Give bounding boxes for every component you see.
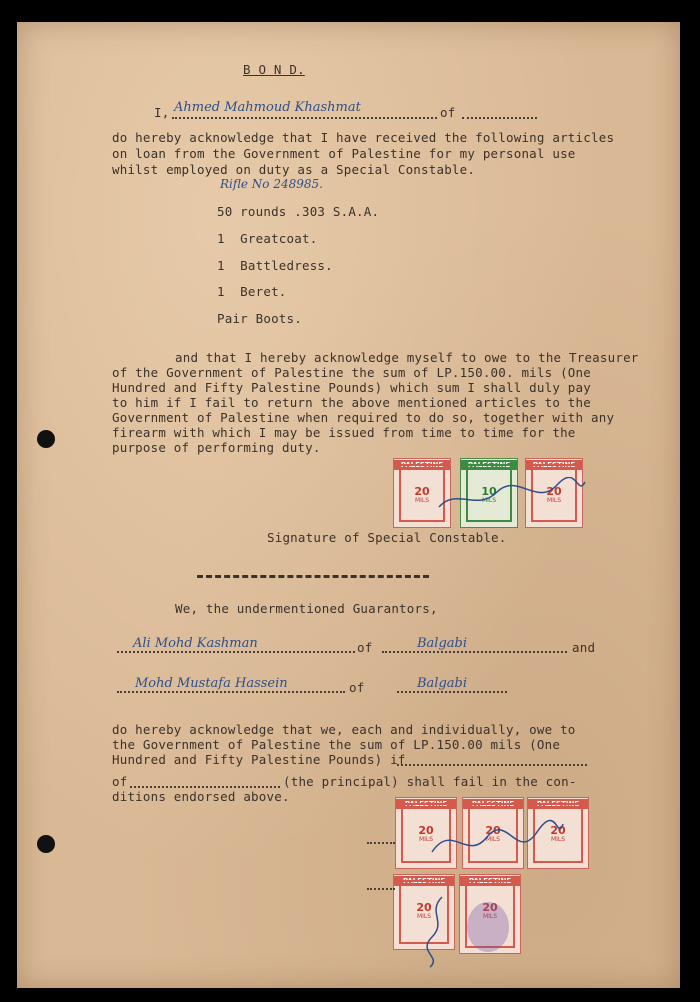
guarantor1-name-line [117, 651, 355, 653]
guarantor1-place-handwritten: Balgabi [417, 636, 468, 651]
principal-blank-line [130, 786, 280, 788]
stamp-header: PALESTINE [461, 460, 517, 470]
stamp-header: PALESTINE [394, 876, 454, 886]
stamp-header: PALESTINE [396, 799, 456, 809]
stamp-mils: MILS [482, 913, 498, 920]
guarantor1-of: of [357, 640, 373, 655]
signature-label: Signature of Special Constable. [267, 530, 507, 545]
intro-of: of [440, 105, 456, 120]
guarantor2-of: of [349, 680, 365, 695]
para2-line5: Government of Palestine when required to do so, together with any [112, 410, 615, 425]
para3-line4-of: of [112, 774, 128, 789]
principal-of-line [462, 117, 537, 119]
stamp-value: 20 [416, 901, 432, 914]
punch-hole [37, 430, 55, 448]
stamp-mils: MILS [546, 497, 562, 504]
guarantor2-place-handwritten: Balgabi [417, 676, 468, 691]
intro-prefix: I, [154, 105, 170, 120]
para2-line1: and that I hereby acknowledge myself to owe to the Treasurer [175, 350, 639, 365]
stamp-header: PALESTINE [394, 460, 450, 470]
stamp-mils: MILS [418, 836, 434, 843]
para2-line2: of the Government of Palestine the sum of LP.150.00. mils (One [112, 365, 591, 380]
item-greatcoat: 1 Greatcoat. [217, 231, 318, 246]
para2-line6: firearm with which I may be issued from time to time for the [112, 425, 576, 440]
item-rounds: 50 rounds .303 S.A.A. [217, 204, 380, 219]
para2-line4: to him if I fail to return the above mentioned articles to the [112, 395, 591, 410]
stamp-header: PALESTINE [460, 876, 520, 886]
signature-scribble [422, 892, 452, 972]
stamp-mils: MILS [550, 836, 566, 843]
ink-seal-impression [467, 902, 509, 952]
item-beret: 1 Beret. [217, 284, 287, 299]
stamp-value: 20 [546, 485, 562, 498]
stamp-mils: MILS [414, 497, 430, 504]
para2-line7: purpose of performing duty. [112, 440, 321, 455]
stamp-mils: MILS [485, 836, 501, 843]
guarantor2-place-line [397, 691, 507, 693]
para3-line1: do hereby acknowledge that we, each and individually, owe to [112, 722, 576, 737]
para3-line3: Hundred and Fifty Palestine Pounds) if [112, 752, 406, 767]
principal-name-handwritten: Ahmed Mahmoud Khashmat [174, 100, 361, 115]
guarantor1-place-line [382, 651, 567, 653]
stamp-value: 20 [482, 901, 498, 914]
guarantor1-name-handwritten: Ali Mohd Kashman [133, 636, 258, 651]
stamp-header: PALESTINE [526, 460, 582, 470]
stamp-value: 20 [418, 824, 434, 837]
punch-hole [37, 835, 55, 853]
bond-document [17, 22, 680, 988]
and-word: and [572, 640, 596, 655]
stamp-cancellation-scribble [427, 812, 567, 872]
para1-line3: whilst employed on duty as a Special Constable. [112, 162, 476, 177]
stamp-value: 20 [485, 824, 501, 837]
guarantor2-name-line [117, 691, 345, 693]
para3-line2: the Government of Palestine the sum of LP.150.00 mils (One [112, 737, 561, 752]
para3-line5: ditions endorsed above. [112, 789, 290, 804]
guarantor2-name-handwritten: Mohd Mustafa Hassein [135, 676, 288, 691]
stamp-value: 20 [414, 485, 430, 498]
stamp-header: PALESTINE [528, 799, 588, 809]
stamp-header: PALESTINE [463, 799, 523, 809]
para3-line4b: (the principal) shall fail in the con- [283, 774, 577, 789]
para1-line2: on loan from the Government of Palestine for my personal use [112, 146, 576, 161]
stamp-mils: MILS [481, 497, 497, 504]
stamp-cancellation-scribble [437, 477, 587, 517]
para3-if-line [397, 764, 587, 766]
stamp-value: 10 [481, 485, 497, 498]
item-boots: Pair Boots. [217, 311, 302, 326]
guarantors-intro: We, the undermentioned Guarantors, [175, 601, 438, 616]
para2-line3: Hundred and Fifty Palestine Pounds) which sum I shall duly pay [112, 380, 591, 395]
guarantor-signature-line [367, 888, 395, 890]
principal-name-line [172, 117, 437, 119]
section-divider [197, 575, 429, 578]
stamp-mils: MILS [416, 913, 432, 920]
item-battledress: 1 Battledress. [217, 258, 333, 273]
para1-line1: do hereby acknowledge that I have received the following articles [112, 130, 615, 145]
stamp-value: 20 [550, 824, 566, 837]
document-title: B O N D. [243, 62, 305, 77]
guarantor-signature-line [367, 842, 395, 844]
rifle-number-handwritten: Rifle No 248985. [220, 177, 323, 191]
